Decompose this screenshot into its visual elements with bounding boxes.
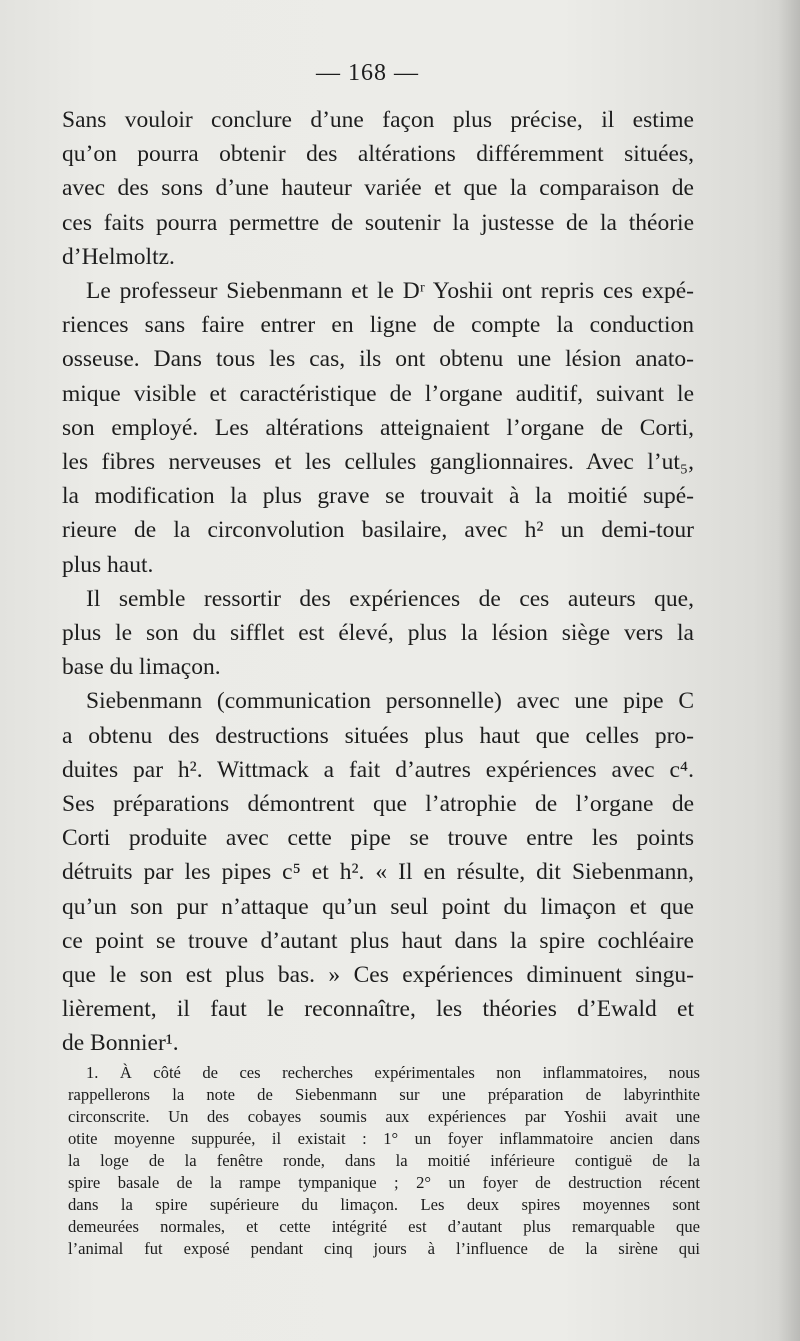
body-line: qu’on pourra obtenir des altérations différemment situées,	[62, 141, 694, 168]
footnote	[68, 1062, 700, 1260]
footnote-line: circonscrite. Un des cobayes soumis aux expériences par Yoshii avait une	[68, 1107, 700, 1126]
body-text	[62, 103, 694, 1061]
body-line: la modification la plus grave se trouvait à la moitié supé-	[62, 483, 694, 510]
footnote-line: l’animal fut exposé pendant cinq jours à l’influence de la sirène qui	[68, 1239, 700, 1258]
body-line: osseuse. Dans tous les cas, ils ont obtenu une lésion anato-	[62, 346, 694, 373]
body-line: qu’un son pur n’attaque qu’un seul point du limaçon et que	[62, 893, 694, 920]
footnote-line: 1. À côté de ces recherches expérimentales non inflammatoires, nous	[86, 1063, 700, 1082]
body-line: son employé. Les altérations atteignaient l’organe de Corti,	[62, 414, 694, 441]
body-line: riences sans faire entrer en ligne de compte la conduction	[62, 312, 694, 339]
body-line: d’Helmoltz.	[62, 243, 175, 270]
body-line: les fibres nerveuses et les cellules ganglionnaires. Avec l’ut₅,	[62, 449, 694, 476]
body-line: plus le son du sifflet est élevé, plus la lésion siège vers la	[62, 620, 694, 647]
body-line: avec des sons d’une hauteur variée et que la comparaison de	[62, 175, 694, 202]
page-number: — 168 —	[316, 60, 419, 86]
body-line: Siebenmann (communication personnelle) avec une pipe C	[86, 688, 694, 715]
body-line: plus haut.	[62, 551, 154, 578]
body-line: Corti produite avec cette pipe se trouve entre les points	[62, 825, 694, 852]
body-line: duites par h². Wittmack a fait d’autres expériences avec c⁴.	[62, 756, 694, 783]
body-line: mique visible et caractéristique de l’organe auditif, suivant le	[62, 380, 694, 407]
body-line: que le son est plus bas. » Ces expériences diminuent singu-	[62, 962, 694, 989]
footnote-line: la loge de la fenêtre ronde, dans la moitié inférieure contiguë de la	[68, 1151, 700, 1170]
footnote-line: rappellerons la note de Siebenmann sur une préparation de labyrinthite	[68, 1085, 700, 1104]
body-line: détruits par les pipes c⁵ et h². « Il en résulte, dit Siebenmann,	[62, 859, 694, 886]
body-line: ces faits pourra permettre de soutenir la justesse de la théorie	[62, 209, 694, 236]
body-line: ce point se trouve d’autant plus haut dans la spire cochléaire	[62, 927, 694, 954]
footnote-line: demeurées normales, et cette intégrité est d’autant plus remarquable que	[68, 1217, 700, 1236]
footnote-line: otite moyenne suppurée, il existait : 1° un foyer inflammatoire ancien dans	[68, 1129, 700, 1148]
body-line: base du limaçon.	[62, 654, 221, 681]
body-line: Sans vouloir conclure d’une façon plus précise, il estime	[62, 107, 694, 133]
body-line: Ses préparations démontrent que l’atrophie de l’organe de	[62, 791, 694, 818]
body-line: de Bonnier¹.	[62, 1030, 179, 1057]
footnote-line: spire basale de la rampe tympanique ; 2° un foyer de destruction récent	[68, 1173, 700, 1192]
body-line: rieure de la circonvolution basilaire, avec h² un demi-tour	[62, 517, 694, 544]
body-line: Il semble ressortir des expériences de ces auteurs que,	[86, 585, 694, 612]
body-line: Le professeur Siebenmann et le Dʳ Yoshii ont repris ces expé-	[86, 278, 694, 305]
body-line: lièrement, il faut le reconnaître, les théories d’Ewald et	[62, 996, 694, 1023]
footnote-line: dans la spire supérieure du limaçon. Les deux spires moyennes sont	[68, 1195, 700, 1214]
body-line: a obtenu des destructions situées plus haut que celles pro-	[62, 722, 694, 749]
page-edge-shadow	[778, 0, 800, 1341]
